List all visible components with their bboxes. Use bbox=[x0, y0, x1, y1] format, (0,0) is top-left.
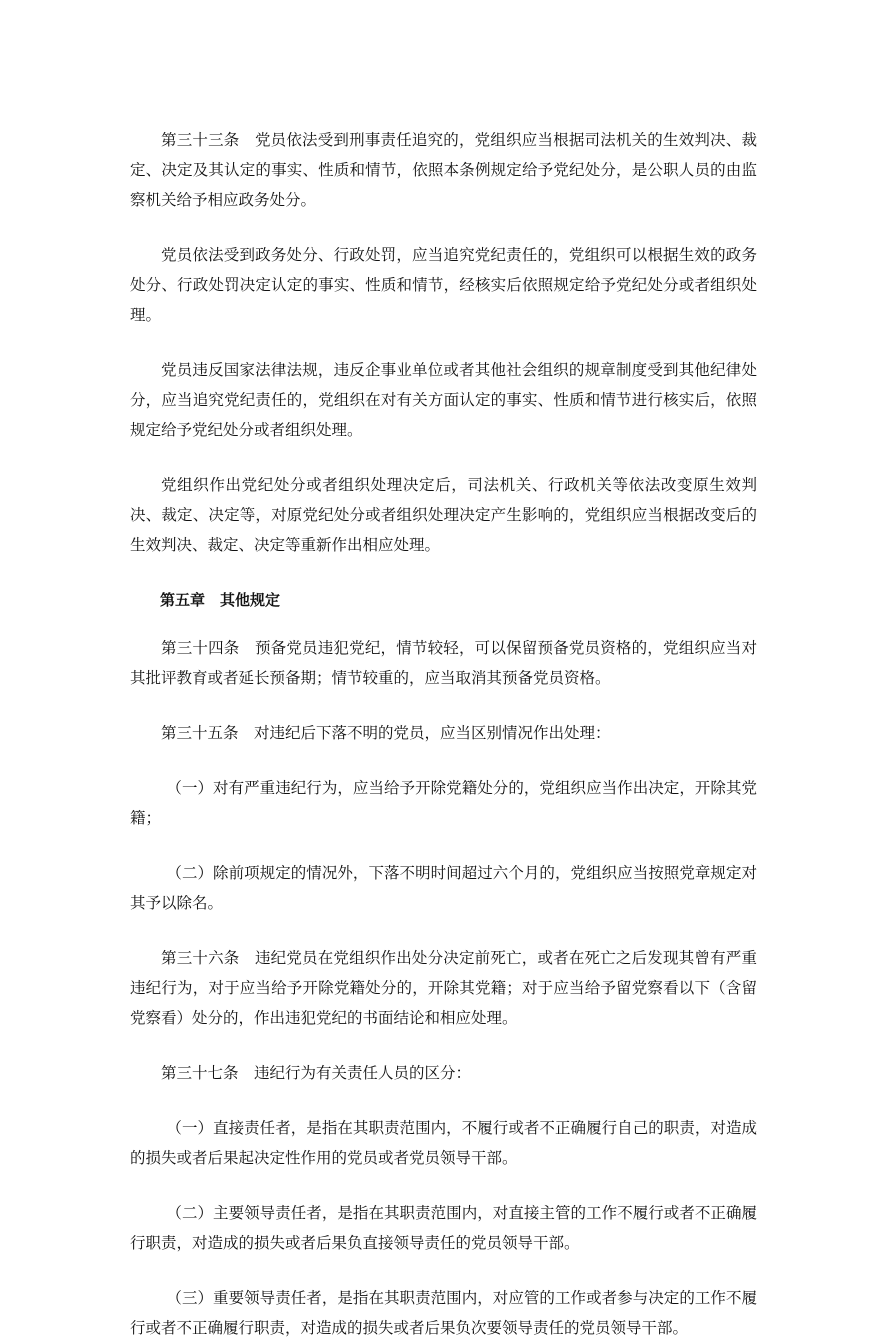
article-text: 对违纪后下落不明的党员，应当区别情况作出处理： bbox=[254, 724, 611, 742]
article-number: 第三十七条 bbox=[161, 1064, 239, 1082]
paragraph: 党组织作出党纪处分或者组织处理决定后，司法机关、行政机关等依法改变原生效判决、裁定、决定等，对原党纪处分或者组织处理决定产生影响的，党组织应当根据改变后的生效判决、裁定、决定等重新作出相应处理。 bbox=[130, 476, 757, 554]
article-35 bbox=[130, 718, 757, 748]
article-37 bbox=[130, 1058, 757, 1088]
article-34 bbox=[130, 633, 757, 693]
list-item: （一）直接责任者，是指在其职责范围内，不履行或者不正确履行自己的职责，对造成的损失或者后果起决定性作用的党员或者党员领导干部。 bbox=[130, 1119, 757, 1167]
list-item: （二）主要领导责任者，是指在其职责范围内，对直接主管的工作不履行或者不正确履行职责，对造成的损失或者后果负直接领导责任的党员领导干部。 bbox=[130, 1204, 757, 1252]
chapter-heading: 第五章 其他规定 bbox=[160, 591, 281, 609]
article-text: 党员依法受到刑事责任追究的，党组织应当根据司法机关的生效判决、裁定、决定及其认定的事实、性质和情节，依照本条例规定给予党纪处分，是公职人员的由监察机关给予相应政务处分。 bbox=[130, 131, 757, 209]
list-item: （三）重要领导责任者，是指在其职责范围内，对应管的工作或者参与决定的工作不履行或者不正确履行职责，对造成的损失或者后果负次要领导责任的党员领导干部。 bbox=[130, 1289, 757, 1337]
article-text: 预备党员违犯党纪，情节较轻，可以保留预备党员资格的，党组织应当对其批评教育或者延长预备期；情节较重的，应当取消其预备党员资格。 bbox=[130, 639, 757, 687]
list-item: （二）除前项规定的情况外，下落不明时间超过六个月的，党组织应当按照党章规定对其予以除名。 bbox=[130, 864, 757, 912]
list-item: （一）对有严重违纪行为，应当给予开除党籍处分的，党组织应当作出决定，开除其党籍； bbox=[130, 779, 757, 827]
article-text: 违纪行为有关责任人员的区分： bbox=[254, 1064, 472, 1082]
article-number: 第三十五条 bbox=[161, 724, 239, 742]
paragraph: 党员违反国家法律法规，违反企事业单位或者其他社会组织的规章制度受到其他纪律处分，应当追究党纪责任的，党组织在对有关方面认定的事实、性质和情节进行核实后，依照规定给予党纪处分或者组织处理。 bbox=[130, 361, 757, 439]
article-number: 第三十三条 bbox=[161, 131, 240, 149]
article-33 bbox=[130, 125, 757, 215]
paragraph: 党员依法受到政务处分、行政处罚，应当追究党纪责任的，党组织可以根据生效的政务处分、行政处罚决定认定的事实、性质和情节，经核实后依照规定给予党纪处分或者组织处理。 bbox=[130, 246, 757, 324]
article-text: 违纪党员在党组织作出处分决定前死亡，或者在死亡之后发现其曾有严重违纪行为，对于应当给予开除党籍处分的，开除其党籍；对于应当给予留党察看以下（含留党察看）处分的，作出违犯党纪的书面结论和相应处理。 bbox=[130, 949, 757, 1027]
article-number: 第三十四条 bbox=[161, 639, 240, 657]
article-number: 第三十六条 bbox=[161, 949, 240, 967]
article-36 bbox=[130, 943, 757, 1033]
